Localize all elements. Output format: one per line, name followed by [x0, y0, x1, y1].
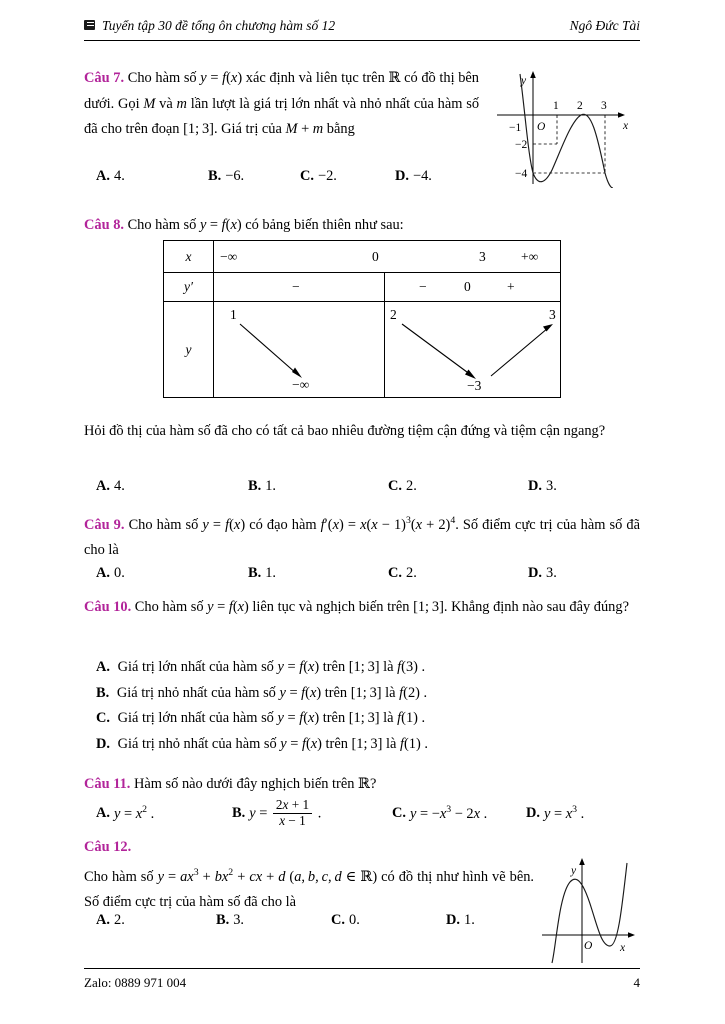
question-cau10-text: Câu 10. Cho hàm số y = f(x) liên tục và nghịch biến trên [1; 3]. Khẳng định nào sau đây đúng? — [84, 599, 629, 615]
option-cau7-b[interactable] — [208, 168, 300, 185]
answers-cau11 — [96, 797, 636, 829]
option-cau11-c[interactable] — [392, 804, 526, 823]
option-cau7-b-value: −6. — [225, 168, 245, 184]
option-cau10-c-value: Giá trị lớn nhất của hàm số y = f(x) trên [1; 3] là f(1) . — [117, 710, 426, 726]
variation-table-row-yprime — [164, 273, 560, 302]
option-cau7-c-value: −2. — [318, 168, 337, 184]
svg-text:2: 2 — [577, 100, 583, 112]
yprime-sign-1: − — [292, 279, 300, 294]
option-cau12-c-key: C. — [331, 912, 345, 928]
option-cau12-d[interactable] — [446, 912, 475, 929]
graph-cau12 — [538, 855, 642, 965]
option-cau10-a-key: A. — [96, 659, 110, 675]
answers-cau7 — [96, 168, 496, 185]
option-cau11-c-key: C. — [392, 805, 406, 822]
option-cau12-d-key: D. — [446, 912, 460, 928]
book-icon — [84, 20, 96, 31]
option-cau10-c-key: C. — [96, 710, 110, 726]
option-cau10-a[interactable] — [96, 655, 636, 681]
option-cau7-a-key: A. — [96, 168, 110, 184]
option-cau10-b-value: Giá trị nhỏ nhất của hàm số y = f(x) trên [1; 3] là f(2) . — [116, 684, 428, 701]
svg-text:x: x — [620, 942, 626, 954]
svg-text:1: 1 — [553, 100, 559, 112]
svg-text:−2: −2 — [515, 139, 528, 151]
option-cau12-b-value: 3. — [233, 912, 244, 928]
svg-text:y: y — [521, 75, 527, 87]
svg-text:−1: −1 — [509, 122, 522, 134]
option-cau9-c[interactable] — [388, 565, 528, 582]
question-cau8-followup: Hỏi đồ thị của hàm số đã cho có tất cả bao nhiêu đường tiệm cận đứng và tiệm cận ngang? — [84, 423, 606, 439]
question-cau12-text: Cho hàm số $y = ax^3 + bx^2$ + cx + d (a, b, c, d ∈ ℝ) có đồ thị như hình vẽ bên. Số điểm cực trị của hàm số đã cho là — [84, 867, 535, 911]
svg-text:−4: −4 — [515, 168, 528, 180]
option-cau9-d[interactable] — [528, 565, 557, 582]
yprime-sign-2: − — [419, 279, 427, 294]
variation-table-row-y — [164, 302, 560, 397]
option-cau9-a[interactable] — [96, 565, 248, 582]
option-cau9-b[interactable] — [248, 565, 388, 582]
option-cau8-c[interactable] — [388, 478, 528, 495]
option-cau10-b[interactable] — [96, 681, 636, 707]
option-cau12-c-value: 0. — [349, 912, 360, 928]
yprime-sign-3: + — [507, 279, 515, 294]
option-cau11-a-value: $y = x^2$ . — [114, 803, 155, 822]
option-cau8-d-key: D. — [528, 478, 542, 494]
footer-contact: Zalo: 0889 971 004 — [84, 975, 187, 990]
variation-row-label-yprime: y′ — [164, 273, 214, 301]
answers-cau12 — [96, 912, 616, 929]
option-cau10-b-key: B. — [96, 684, 110, 701]
option-cau7-a-value: 4. — [114, 168, 125, 184]
option-cau8-b[interactable] — [248, 478, 388, 495]
svg-text:3: 3 — [601, 100, 607, 112]
option-cau11-b[interactable] — [232, 798, 392, 829]
variation-row-label-x: x — [164, 241, 214, 272]
option-cau8-b-value: 1. — [265, 478, 276, 494]
answers-cau9 — [96, 565, 616, 582]
option-cau7-c[interactable] — [300, 168, 395, 185]
answers-cau8 — [96, 478, 616, 495]
x-value-3: 3 — [479, 249, 486, 264]
option-cau8-d-value: 3. — [546, 478, 557, 494]
option-cau12-a-key: A. — [96, 912, 110, 928]
option-cau9-a-key: A. — [96, 565, 110, 581]
question-cau7-label: Câu 7. — [84, 70, 125, 86]
option-cau8-a[interactable] — [96, 478, 248, 495]
option-cau8-d[interactable] — [528, 478, 557, 495]
x-value-0: 0 — [372, 249, 379, 264]
y-branch1-end: −∞ — [292, 377, 310, 392]
option-cau8-c-value: 2. — [406, 478, 417, 494]
option-cau8-a-key: A. — [96, 478, 110, 494]
option-cau9-d-key: D. — [528, 565, 542, 581]
option-cau9-b-key: B. — [248, 565, 262, 581]
x-value-neg-inf: −∞ — [220, 249, 238, 264]
option-cau12-b[interactable] — [216, 912, 331, 929]
svg-text:y: y — [571, 865, 577, 877]
graph-cau7 — [487, 66, 637, 188]
option-cau10-c[interactable] — [96, 706, 636, 732]
option-cau7-c-key: C. — [300, 168, 314, 184]
question-cau9-label: Câu 9. — [84, 516, 125, 533]
footer-divider — [84, 968, 640, 969]
question-cau8-text: Câu 8. Cho hàm số y = f(x) có bảng biến thiên như sau: — [84, 217, 404, 233]
answers-cau10 — [96, 655, 636, 757]
option-cau7-a[interactable] — [96, 168, 208, 185]
option-cau12-c[interactable] — [331, 912, 446, 929]
option-cau8-c-key: C. — [388, 478, 402, 494]
variation-table-cau8 — [163, 240, 561, 398]
option-cau9-d-value: 3. — [546, 565, 557, 581]
header-divider — [84, 40, 640, 41]
option-cau7-d-key: D. — [395, 168, 409, 184]
svg-text:O: O — [584, 940, 593, 952]
variation-table-divider-yprime — [384, 273, 385, 301]
question-cau11-label: Câu 11. — [84, 776, 131, 792]
y-branch2-min: −3 — [467, 378, 482, 393]
question-cau10-label: Câu 10. — [84, 599, 132, 615]
option-cau8-a-value: 4. — [114, 478, 125, 494]
option-cau11-d-key: D. — [526, 805, 540, 822]
option-cau7-d-value: −4. — [413, 168, 432, 184]
svg-text:O: O — [537, 121, 546, 133]
option-cau8-b-key: B. — [248, 478, 262, 494]
x-value-pos-inf: +∞ — [521, 249, 539, 264]
y-branch2-start: 2 — [390, 307, 397, 322]
option-cau9-c-key: C. — [388, 565, 402, 581]
question-cau8-label: Câu 8. — [84, 217, 124, 233]
svg-text:x: x — [623, 120, 629, 132]
question-cau11-text: Câu 11. Hàm số nào dưới đây nghịch biến trên ℝ? — [84, 776, 377, 792]
question-cau7-text: Câu 7. Cho hàm số y = f(x) xác định và liên tục trên ℝ có đồ thị bên dưới. Gọi M và m lần lượt là giá trị lớn nhất và nhỏ nhất của hàm số đã cho trên đoạn [1; 3]. Giá trị của M + m bằng — [84, 70, 480, 137]
option-cau12-a[interactable] — [96, 912, 216, 929]
option-cau10-d[interactable] — [96, 732, 636, 758]
option-cau11-b-key: B. — [232, 805, 246, 822]
footer-page-number: 4 — [633, 975, 640, 990]
option-cau9-c-value: 2. — [406, 565, 417, 581]
option-cau7-b-key: B. — [208, 168, 222, 184]
option-cau10-d-value: Giá trị nhỏ nhất của hàm số y = f(x) trên [1; 3] là f(1) . — [117, 735, 428, 752]
page-footer — [84, 975, 640, 991]
option-cau12-a-value: 2. — [114, 912, 125, 928]
option-cau10-d-key: D. — [96, 735, 110, 752]
option-cau9-b-value: 1. — [265, 565, 276, 581]
header-title: Tuyển tập 30 đề tổng ôn chương hàm số 12 — [102, 18, 336, 33]
page-header — [84, 18, 640, 34]
option-cau11-a-key: A. — [96, 805, 110, 822]
yprime-zero: 0 — [464, 279, 471, 294]
option-cau11-a[interactable] — [96, 804, 232, 823]
y-branch1-start: 1 — [230, 307, 237, 322]
question-cau12-label: Câu 12. — [84, 839, 132, 855]
variation-row-label-y: y — [164, 302, 214, 397]
variation-arrows — [214, 302, 562, 397]
y-branch2-end: 3 — [549, 307, 556, 322]
option-cau12-b-key: B. — [216, 912, 230, 928]
variation-table-row-x — [164, 241, 560, 273]
header-author: Ngô Đức Tài — [569, 18, 640, 33]
option-cau9-a-value: 0. — [114, 565, 125, 581]
option-cau10-a-value: Giá trị lớn nhất của hàm số y = f(x) trên [1; 3] là f(3) . — [117, 659, 426, 675]
question-cau9-text: Câu 9. Cho hàm số y = f(x) có đạo hàm $f'(x) = x(x - 1)^3(x + 2)^4$. Số điểm cực trị của hàm số đã cho là — [84, 515, 641, 559]
option-cau12-d-value: 1. — [464, 912, 475, 928]
option-cau11-d[interactable] — [526, 804, 584, 823]
option-cau11-d-value: $y = x^3$ . — [544, 803, 585, 822]
option-cau7-d[interactable] — [395, 168, 432, 185]
option-cau11-c-value: $y = -x^3 - 2x$ . — [410, 803, 488, 822]
option-cau11-b-value: y = $\frac{2x + 1}{x - 1}$ . — [249, 796, 322, 828]
